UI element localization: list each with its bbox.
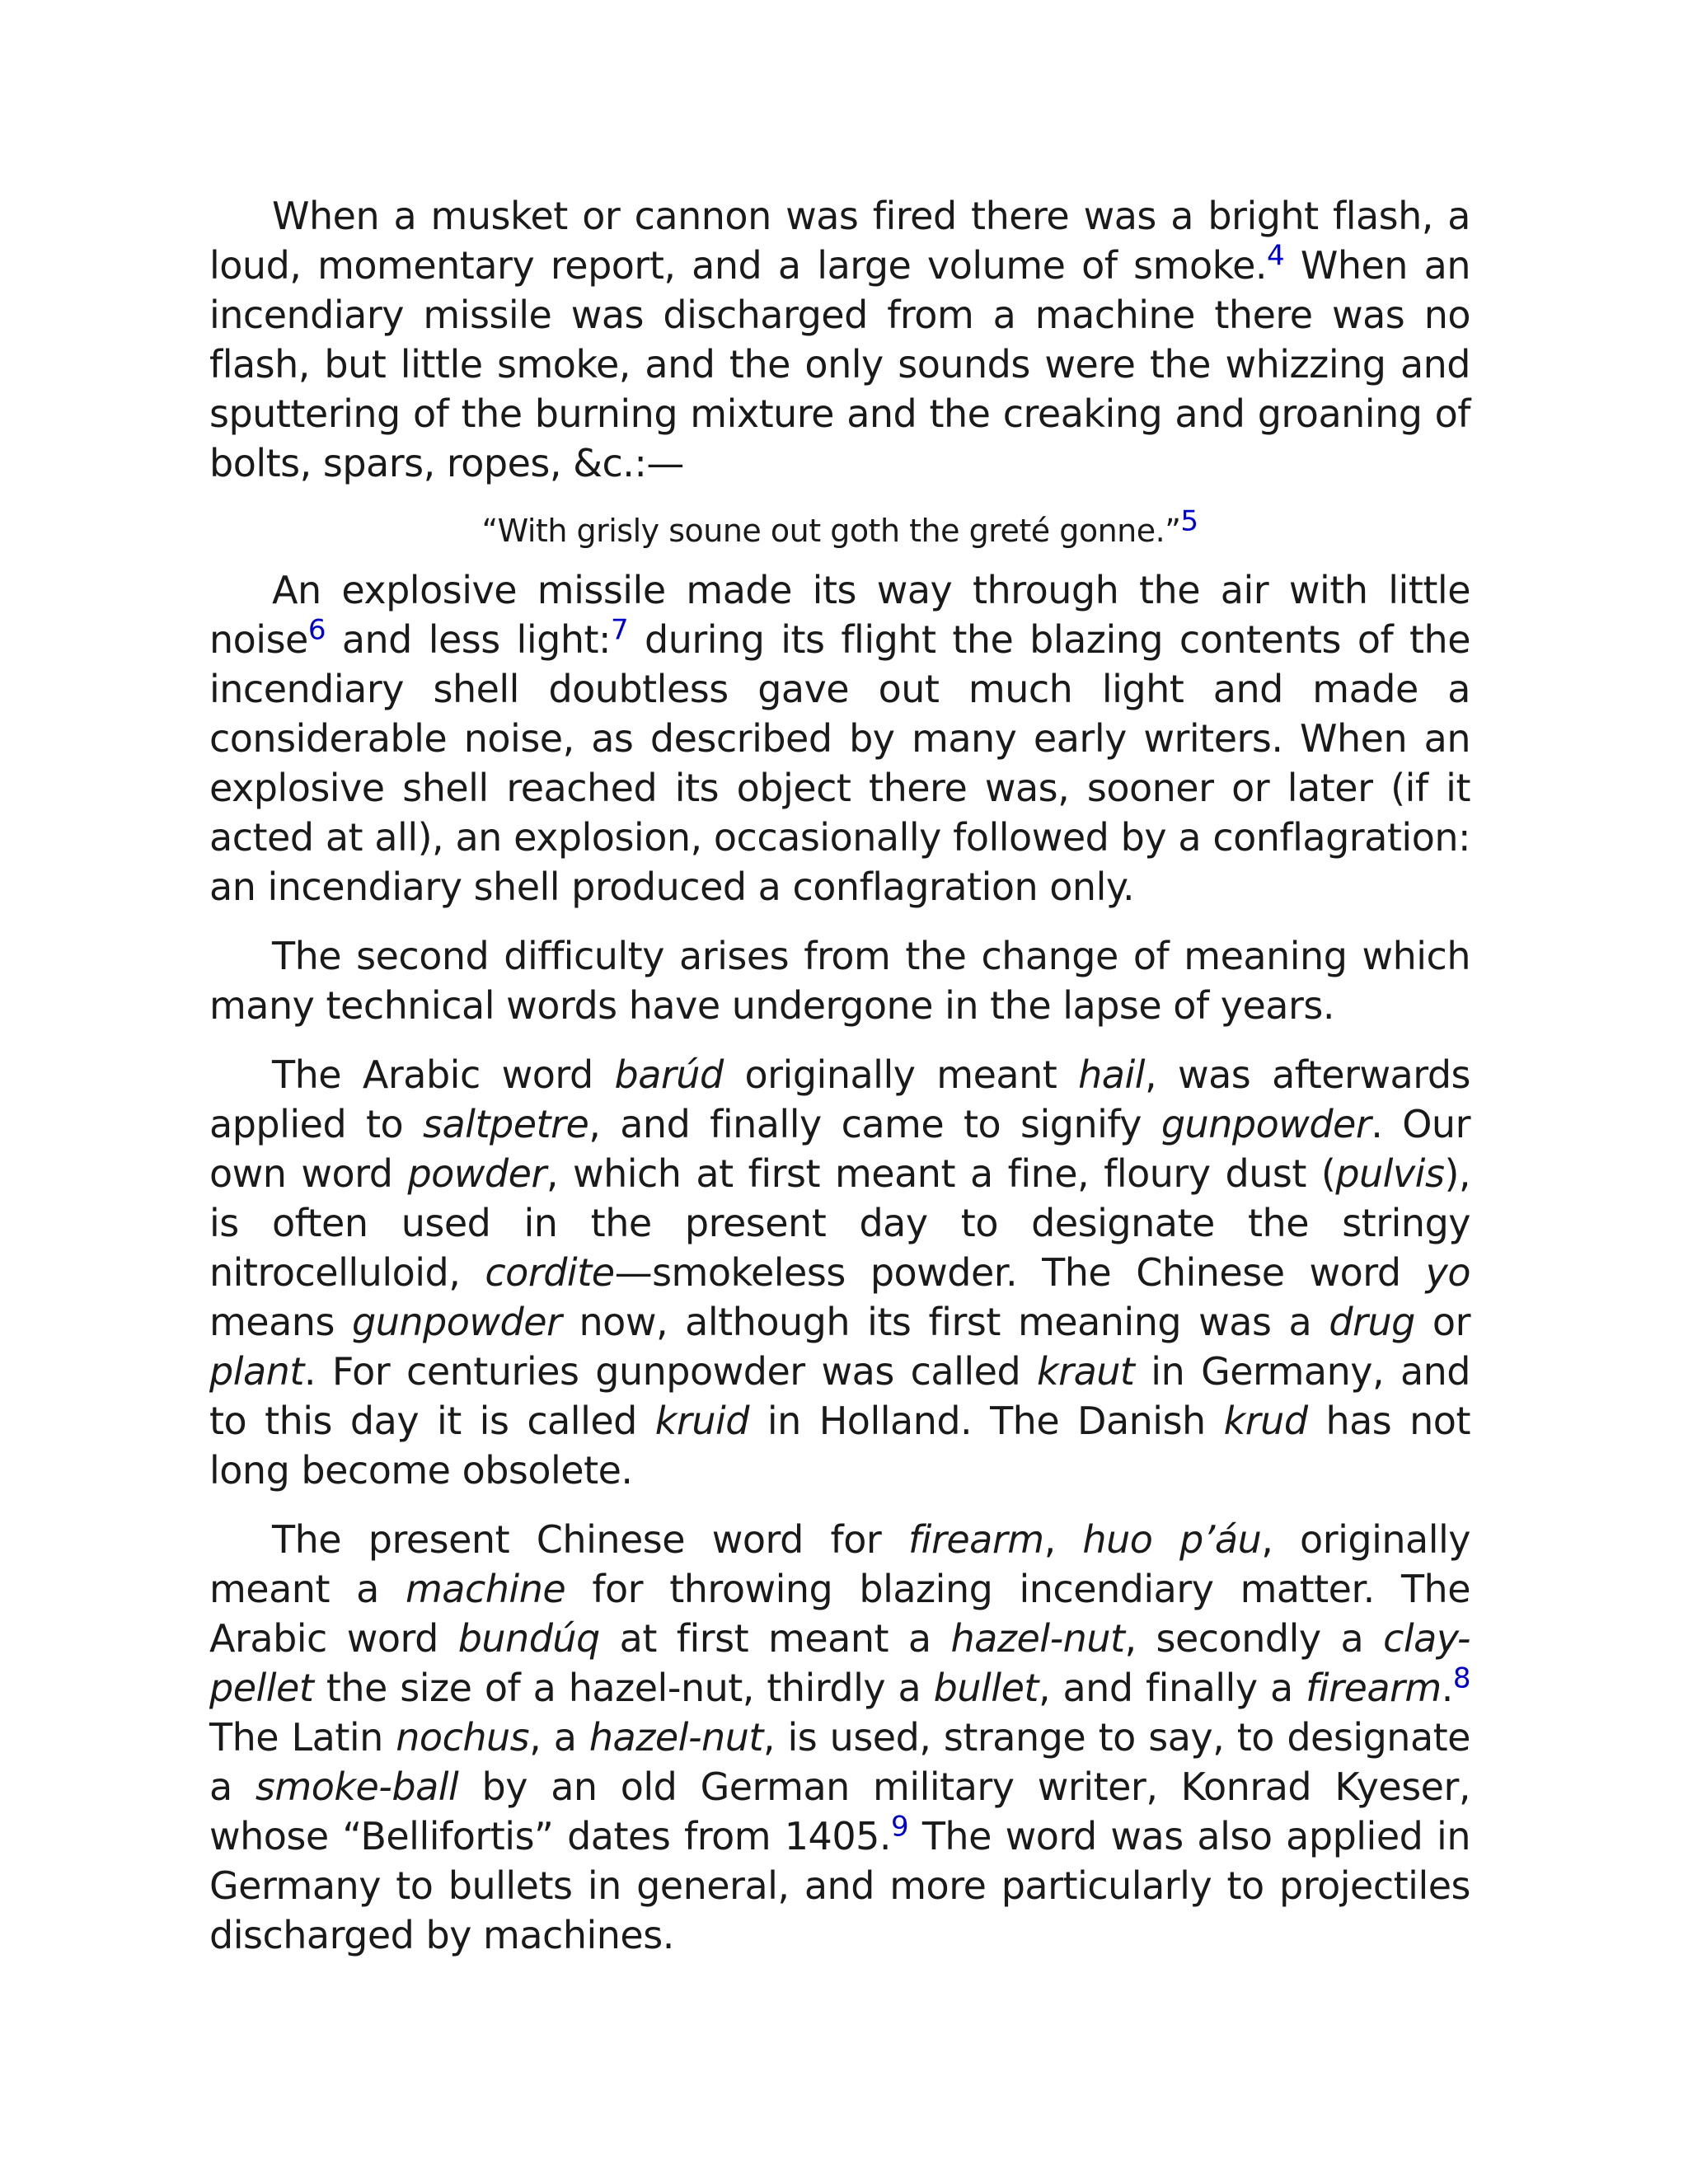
text: The second difficulty arises from the change of meaning which many technical words have undergone in the lapse of years.	[209, 934, 1470, 1028]
footnote-link-6[interactable]: 6	[307, 613, 326, 647]
italic-term: powder	[407, 1151, 546, 1196]
footnote-link-5[interactable]: 5	[1180, 504, 1198, 538]
text: . Our own word	[209, 1102, 1470, 1196]
italic-term: plant	[209, 1349, 304, 1394]
block-quote	[209, 504, 1470, 554]
italic-term: bundúq	[457, 1616, 600, 1661]
text: When a musket or cannon was fired there was a bright flash, a loud, momentary report, and a large volume of smoke.	[209, 194, 1470, 288]
text: or	[1414, 1300, 1470, 1344]
paragraph-2	[209, 565, 1470, 912]
paragraph-5	[209, 1515, 1470, 1960]
italic-term: barúd	[614, 1052, 724, 1097]
quote-text: “With grisly soune out goth the greté gonne.”	[481, 513, 1181, 549]
text: When an incendiary missile was discharged from a machine there was no flash, but little smoke, and the only sounds were the whizzing and sputtering of the burning mixture and the creaking and groaning of bolts, spars, ropes, &c.:—	[209, 243, 1470, 485]
text: , secondly a	[1124, 1616, 1384, 1661]
italic-term: machine	[405, 1567, 566, 1611]
text: , and finally a	[1038, 1666, 1306, 1710]
italic-term: gunpowder	[352, 1300, 562, 1344]
text: An explosive missile made its way through the air with little noise	[209, 568, 1470, 662]
italic-term: hail	[1078, 1052, 1146, 1097]
italic-term: hazel-nut	[588, 1715, 763, 1760]
italic-term: pulvis	[1335, 1151, 1445, 1196]
italic-term: huo p’áu	[1082, 1517, 1262, 1562]
italic-term: firearm	[1306, 1666, 1442, 1710]
text: means	[209, 1300, 353, 1344]
text: , is used, strange to say, to designate a	[209, 1715, 1470, 1809]
text: The Arabic word	[272, 1052, 615, 1097]
text: the size of a hazel-nut, thirdly a	[313, 1666, 934, 1710]
italic-term: firearm	[907, 1517, 1044, 1562]
text: The word was also applied in Germany to bullets in general, and more particularly to projectiles discharged by machines.	[209, 1814, 1470, 1957]
italic-term: drug	[1329, 1300, 1415, 1344]
italic-term: bullet	[933, 1666, 1039, 1710]
text: has not long become obsolete.	[209, 1399, 1470, 1493]
text: now, although its first meaning was a	[561, 1300, 1329, 1344]
paragraph-3	[209, 931, 1470, 1030]
text: during its flight the blazing contents of the incendiary shell doubtless gave out much light and made a considerable noise, as described by many early writers. When an explosive shell reached its object there was, sooner or later (if it acted at all), an explosion, occasionally followed by a conflagration: an incendiary shell produced a conflagration only.	[209, 617, 1471, 909]
text: originally meant	[723, 1052, 1079, 1097]
italic-term: smoke-ball	[255, 1765, 459, 1809]
paragraph-4	[209, 1050, 1470, 1495]
text: , originally meant a	[209, 1517, 1470, 1611]
italic-term: krud	[1223, 1399, 1308, 1443]
italic-term: gunpowder	[1160, 1102, 1372, 1146]
italic-term: nochus	[396, 1715, 530, 1760]
paragraph-1	[209, 191, 1470, 488]
text: The present Chinese word for	[272, 1517, 908, 1562]
text: , which at first meant a fine, floury dust (	[546, 1151, 1336, 1196]
footnote-link-9[interactable]: 9	[890, 1810, 909, 1844]
text: at first meant a	[599, 1616, 951, 1661]
footnote-link-7[interactable]: 7	[611, 613, 629, 647]
text: for throwing blazing incendiary matter. The Arabic word	[209, 1567, 1470, 1661]
italic-term: yo	[1425, 1250, 1470, 1295]
text: ), is often used in the present day to designate the stringy nitrocelluloid,	[209, 1151, 1471, 1295]
italic-term: cordite	[485, 1250, 615, 1295]
text: . For centuries gunpowder was called	[303, 1349, 1038, 1394]
footnote-link-4[interactable]: 4	[1267, 239, 1285, 273]
italic-term: kraut	[1037, 1349, 1135, 1394]
text: and less light:	[326, 617, 612, 662]
text: , and finally came to signify	[588, 1102, 1161, 1146]
text: , a	[529, 1715, 589, 1760]
text: .	[1441, 1666, 1453, 1710]
text: in Germany, and to this day it is called	[209, 1349, 1471, 1443]
text: in Holland. The Danish	[748, 1399, 1224, 1443]
page-body	[209, 191, 1470, 1980]
italic-term: kruid	[654, 1399, 749, 1443]
italic-term: hazel-nut	[950, 1616, 1125, 1661]
italic-term: saltpetre	[423, 1102, 589, 1146]
text: ,	[1043, 1517, 1083, 1562]
italic-term: clay-pellet	[209, 1616, 1471, 1710]
text: , was afterwards applied to	[209, 1052, 1471, 1146]
text: The Latin	[209, 1715, 396, 1760]
text: by an old German military writer, Konrad Kyeser, whose “Bellifortis” dates from 1405.	[209, 1765, 1470, 1858]
text: —smokeless powder. The Chinese word	[614, 1250, 1426, 1295]
footnote-link-8[interactable]: 8	[1452, 1661, 1470, 1695]
